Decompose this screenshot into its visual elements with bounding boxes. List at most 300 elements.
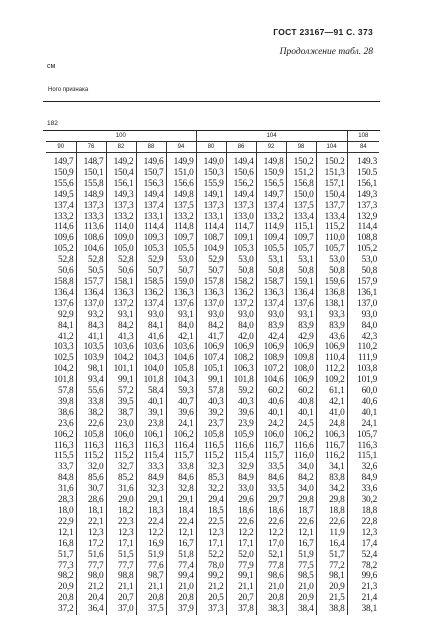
table-cell: 150,1 xyxy=(76,168,106,179)
table-cell: 29,1 xyxy=(136,495,166,506)
table-cell: 60,2 xyxy=(256,386,286,397)
table-cell: 23,6 xyxy=(58,418,74,429)
table-cell: 18,7 xyxy=(286,506,316,517)
table-cell: 149,0 xyxy=(196,153,226,168)
table-cell: 106,9 xyxy=(226,342,256,353)
table-cell: 136,8 xyxy=(316,288,347,299)
table-cell: 38,4 xyxy=(286,604,316,615)
table-cell: 105,7 xyxy=(347,430,379,441)
table-row xyxy=(46,484,379,495)
table-cell: 106,1 xyxy=(136,430,166,441)
table-cell: 159,0 xyxy=(166,277,196,288)
table-cell: 93,2 xyxy=(76,310,106,321)
table-cell: 92,9 xyxy=(58,309,74,320)
table-cell: 114,0 xyxy=(106,222,136,233)
table-cell: 156,6 xyxy=(166,179,196,190)
table-cell: 31,6 xyxy=(106,484,136,495)
table-cell: 32,9 xyxy=(226,462,256,473)
table-cell: 105,3 xyxy=(226,244,256,255)
table-cell: 105,5 xyxy=(166,244,196,255)
table-cell: 37,2 xyxy=(58,604,74,615)
group-header: 104 xyxy=(196,131,347,142)
table-cell: 136,3 xyxy=(106,288,136,299)
table-cell: 22,6 xyxy=(256,517,286,528)
table-cell: 99,2 xyxy=(196,571,226,582)
table-cell: 17,2 xyxy=(76,539,106,550)
table-cell: 17,0 xyxy=(256,539,286,550)
table-cell: 38,7 xyxy=(106,408,136,419)
table-row xyxy=(46,451,379,462)
table-cell: 115,1 xyxy=(286,222,316,233)
table-cell: 21,1 xyxy=(226,582,256,593)
table-row xyxy=(46,342,379,353)
table-cell: 18,5 xyxy=(196,506,226,517)
table-cell: 52,9 xyxy=(136,255,166,266)
table-cell: 104,6 xyxy=(76,244,106,255)
table-cell: 149,8 xyxy=(256,153,286,168)
table-cell: 156,5 xyxy=(256,179,286,190)
table-cell: 39,6 xyxy=(226,408,256,419)
table-cell: 16,8 xyxy=(58,538,74,549)
table-cell: 137,6 xyxy=(166,299,196,310)
table-cell: 29,8 xyxy=(286,495,316,506)
table-cell: 133,2 xyxy=(256,212,286,223)
table-cell: 40,8 xyxy=(286,397,316,408)
table-row xyxy=(46,430,379,441)
table-cell: 23,8 xyxy=(136,419,166,430)
table-cell: 22,9 xyxy=(58,516,74,527)
table-cell: 40,1 xyxy=(256,408,286,419)
table-cell: 109,3 xyxy=(136,233,166,244)
table-cell: 93,4 xyxy=(76,375,106,386)
table-cell: 22,8 xyxy=(347,517,379,528)
table-cell: 85,6 xyxy=(76,473,106,484)
table-cell: 158,2 xyxy=(226,277,256,288)
table-cell: 18,8 xyxy=(347,506,379,517)
table-cell: 114,6 xyxy=(53,222,74,233)
table-cell: 51,8 xyxy=(166,550,196,561)
table-cell: 151,2 xyxy=(286,168,316,179)
table-cell: 149,3 xyxy=(106,190,136,201)
table-cell: 109,0 xyxy=(106,233,136,244)
table-cell: 115,7 xyxy=(256,451,286,462)
table-cell: 136,4 xyxy=(286,288,316,299)
table-cell: 77,2 xyxy=(316,561,347,572)
table-cell: 106,3 xyxy=(316,430,347,441)
table-cell: 32,8 xyxy=(166,484,196,495)
table-row xyxy=(46,528,379,539)
table-row xyxy=(46,604,379,615)
table-cell: 137,0 xyxy=(196,299,226,310)
table-cell: 109,6 xyxy=(53,233,74,244)
table-cell: 136,3 xyxy=(166,288,196,299)
table-row xyxy=(46,375,379,386)
table-cell: 105,8 xyxy=(76,430,106,441)
table-cell: 158,5 xyxy=(136,277,166,288)
table-cell: 22,4 xyxy=(166,517,196,528)
table-cell: 40,6 xyxy=(256,397,286,408)
table-row xyxy=(46,179,379,190)
column-header: 104 xyxy=(316,142,347,153)
table-cell: 105,2 xyxy=(347,244,379,255)
table-cell: 133,3 xyxy=(76,212,106,223)
table-cell: 136,1 xyxy=(347,288,379,299)
table-cell: 57,8 xyxy=(196,386,226,397)
table-cell: 53,1 xyxy=(256,255,286,266)
table-row xyxy=(46,561,379,572)
table-cell: 149,6 xyxy=(136,153,166,168)
table-cell: 99,6 xyxy=(347,571,379,582)
table-cell: 105,1 xyxy=(196,364,226,375)
table-cell: 116,6 xyxy=(286,441,316,452)
table-cell: 53,0 xyxy=(226,255,256,266)
table-cell: 98,5 xyxy=(286,571,316,582)
table-cell: 158,8 xyxy=(53,276,74,287)
table-cell: 101,9 xyxy=(347,375,379,386)
table-cell: 77,7 xyxy=(106,561,136,572)
table-cell: 133,2 xyxy=(166,212,196,223)
table-cell: 32,3 xyxy=(136,484,166,495)
table-cell: 115,2 xyxy=(316,222,347,233)
table-cell: 138,1 xyxy=(316,299,347,310)
table-cell: 77,3 xyxy=(58,560,74,571)
table-cell: 20,9 xyxy=(58,582,74,593)
table-cell: 33,3 xyxy=(136,462,166,473)
table-cell: 32,2 xyxy=(196,484,226,495)
table-cell: 43,6 xyxy=(316,332,347,343)
table-cell: 33,6 xyxy=(347,484,379,495)
table-cell: 21,2 xyxy=(76,582,106,593)
table-cell: 106,0 xyxy=(106,430,136,441)
table-cell: 111,9 xyxy=(347,353,379,364)
table-cell: 51,6 xyxy=(76,550,106,561)
table-cell: 107,4 xyxy=(196,353,226,364)
table-cell: 136,4 xyxy=(53,287,74,298)
table-cell: 55,6 xyxy=(76,386,106,397)
table-cell: 103,6 xyxy=(166,342,196,353)
table-cell: 108,2 xyxy=(226,353,256,364)
table-cell: 114,7 xyxy=(226,222,256,233)
table-cell: 149,4 xyxy=(226,190,256,201)
table-cell: 18,4 xyxy=(166,506,196,517)
table-row xyxy=(46,462,379,473)
table-row xyxy=(46,517,379,528)
table-cell: 52,1 xyxy=(256,550,286,561)
table-row xyxy=(46,288,379,299)
table-cell: 106,2 xyxy=(53,429,74,440)
table-cell: 22,4 xyxy=(136,517,166,528)
table-row xyxy=(46,332,379,343)
table-cell: 109,2 xyxy=(316,375,347,386)
table-cell: 50,7 xyxy=(136,266,166,277)
table-cell: 105,9 xyxy=(226,430,256,441)
table-cell: 42,4 xyxy=(256,332,286,343)
table-cell: 103,9 xyxy=(76,353,106,364)
table-cell: 37,3 xyxy=(196,604,226,615)
table-cell: 93,0 xyxy=(196,310,226,321)
table-cell: 38,8 xyxy=(316,604,347,615)
table-cell: 116,4 xyxy=(166,441,196,452)
table-cell: 41,0 xyxy=(316,408,347,419)
table-cell: 150,7 xyxy=(136,168,166,179)
table-cell: 50,6 xyxy=(58,266,74,277)
table-cell: 156,2 xyxy=(226,179,256,190)
table-cell: 20,4 xyxy=(76,593,106,604)
table-cell: 137,6 xyxy=(286,299,316,310)
table-cell: 101,8 xyxy=(53,375,74,386)
data-table xyxy=(46,131,379,615)
table-cell: 20,9 xyxy=(286,593,316,604)
table-cell: 155,8 xyxy=(76,179,106,190)
table-row xyxy=(46,550,379,561)
table-cell: 22,6 xyxy=(286,517,316,528)
table-cell: 78,2 xyxy=(347,561,379,572)
table-row xyxy=(46,495,379,506)
table-cell: 98,1 xyxy=(316,571,347,582)
table-cell: 51,7 xyxy=(316,550,347,561)
table-cell: 59,2 xyxy=(226,386,256,397)
table-cell: 150,4 xyxy=(316,190,347,201)
table-cell: 98,8 xyxy=(106,571,136,582)
table-cell: 116,5 xyxy=(196,441,226,452)
table-cell: 137,4 xyxy=(53,200,74,211)
table-cell: 108,0 xyxy=(286,364,316,375)
table-cell: 84,6 xyxy=(256,473,286,484)
group-header-row xyxy=(46,131,379,142)
table-cell: 137,0 xyxy=(76,299,106,310)
table-cell: 41,6 xyxy=(136,332,166,343)
table-cell: 22,5 xyxy=(196,517,226,528)
table-cell: 34,2 xyxy=(316,484,347,495)
table-cell: 21,4 xyxy=(347,593,379,604)
table-cell: 150.2 xyxy=(316,153,347,168)
table-cell: 106,2 xyxy=(166,430,196,441)
table-cell: 23,7 xyxy=(196,419,226,430)
table-cell: 52,9 xyxy=(196,255,226,266)
column-header: 90 xyxy=(46,142,76,153)
table-cell: 22,6 xyxy=(316,517,347,528)
table-cell: 106,9 xyxy=(256,342,286,353)
table-cell: 137,4 xyxy=(256,201,286,212)
table-cell: 104,0 xyxy=(136,364,166,375)
table-cell: 158,7 xyxy=(256,277,286,288)
table-cell: 106,9 xyxy=(316,342,347,353)
table-cell: 149.3 xyxy=(347,153,379,168)
table-cell: 32,6 xyxy=(347,462,379,473)
table-cell: 115,2 xyxy=(76,451,106,462)
table-cell: 133,0 xyxy=(226,212,256,223)
column-header: 82 xyxy=(106,142,136,153)
table-cell: 33,5 xyxy=(256,484,286,495)
table-cell: 84,1 xyxy=(58,320,74,331)
table-cell: 20,9 xyxy=(316,582,347,593)
column-header: 88 xyxy=(136,142,166,153)
table-cell: 115,4 xyxy=(136,451,166,462)
table-cell: 39,2 xyxy=(196,408,226,419)
table-cell: 23,9 xyxy=(226,419,256,430)
table-cell: 52,8 xyxy=(76,255,106,266)
table-cell: 33,5 xyxy=(256,462,286,473)
table-cell: 136,4 xyxy=(76,288,106,299)
table-cell: 107,2 xyxy=(256,364,286,375)
table-cell: 148,9 xyxy=(76,190,106,201)
table-cell: 17,1 xyxy=(106,539,136,550)
table-cell: 157,8 xyxy=(196,277,226,288)
table-cell: 133,4 xyxy=(316,212,347,223)
table-cell: 30,7 xyxy=(76,484,106,495)
table-cell: 21,2 xyxy=(196,582,226,593)
table-cell: 93,1 xyxy=(286,310,316,321)
table-cell: 20,8 xyxy=(58,593,74,604)
table-cell: 42,0 xyxy=(226,332,256,343)
table-row xyxy=(46,168,379,179)
table-cell: 41,1 xyxy=(76,332,106,343)
table-cell: 103,6 xyxy=(136,342,166,353)
table-cell: 52,8 xyxy=(106,255,136,266)
feature-label: Ного признака xyxy=(48,87,89,93)
table-cell: 28,3 xyxy=(58,495,74,506)
table-cell: 108,6 xyxy=(76,233,106,244)
table-cell: 150,0 xyxy=(286,190,316,201)
table-cell: 103,5 xyxy=(76,342,106,353)
table-cell: 98,2 xyxy=(58,571,74,582)
table-row xyxy=(46,153,379,168)
table-cell: 115,5 xyxy=(53,451,74,462)
table-cell: 116,3 xyxy=(106,441,136,452)
table-cell: 24,8 xyxy=(316,419,347,430)
table-cell: 109,1 xyxy=(226,233,256,244)
table-cell: 159,6 xyxy=(316,277,347,288)
table-cell: 109,7 xyxy=(286,233,316,244)
table-cell: 21,3 xyxy=(347,582,379,593)
table-cell: 104,2 xyxy=(106,353,136,364)
table-cell: 33,7 xyxy=(58,462,74,473)
table-cell: 114,8 xyxy=(166,222,196,233)
table-cell: 102,5 xyxy=(53,353,74,364)
table-cell: 17,1 xyxy=(226,539,256,550)
unit-label: см xyxy=(47,63,56,70)
table-cell: 98,0 xyxy=(76,571,106,582)
table-cell: 39,6 xyxy=(166,408,196,419)
table-cell: 20,5 xyxy=(196,593,226,604)
table-cell: 105,8 xyxy=(196,430,226,441)
table-row xyxy=(46,201,379,212)
table-cell: 155,9 xyxy=(196,179,226,190)
table-row xyxy=(46,212,379,223)
table-cell: 114,4 xyxy=(347,222,379,233)
table-cell: 18,0 xyxy=(58,506,74,516)
table-cell: 93,0 xyxy=(136,310,166,321)
table-cell: 12,3 xyxy=(76,528,106,539)
table-cell: 77,9 xyxy=(226,561,256,572)
table-cell: 105,7 xyxy=(286,244,316,255)
table-cell: 157,7 xyxy=(76,277,106,288)
table-cell: 114,4 xyxy=(196,222,226,233)
table-cell: 37,5 xyxy=(136,604,166,615)
table-cell: 137,3 xyxy=(76,201,106,212)
table-row xyxy=(46,222,379,233)
table-cell: 31,6 xyxy=(58,484,74,495)
table-cell: 149,8 xyxy=(166,190,196,201)
table-cell: 116,3 xyxy=(347,441,379,452)
table-cell: 156,1 xyxy=(106,179,136,190)
table-cell: 40,1 xyxy=(286,408,316,419)
table-cell: 40,3 xyxy=(196,397,226,408)
table-cell: 84,0 xyxy=(347,321,379,332)
table-cell: 42,1 xyxy=(166,332,196,343)
table-cell: 40,1 xyxy=(347,408,379,419)
table-cell: 50,8 xyxy=(226,266,256,277)
table-cell: 99,4 xyxy=(166,571,196,582)
table-cell: 16,7 xyxy=(286,539,316,550)
table-cell: 12,2 xyxy=(226,528,256,539)
table-row xyxy=(46,299,379,310)
table-cell: 105,5 xyxy=(256,244,286,255)
table-cell: 50,5 xyxy=(76,266,106,277)
table-cell: 106,9 xyxy=(286,342,316,353)
table-cell: 12,2 xyxy=(136,528,166,539)
column-header: 92 xyxy=(256,142,286,153)
table-cell: 77,5 xyxy=(286,561,316,572)
table-cell: 78,0 xyxy=(196,561,226,572)
table-cell: 32,0 xyxy=(76,462,106,473)
table-cell: 84,0 xyxy=(166,321,196,332)
table-cell: 104,6 xyxy=(166,353,196,364)
table-cell: 38,3 xyxy=(256,604,286,615)
table-row xyxy=(46,441,379,452)
table-cell: 52,2 xyxy=(196,550,226,561)
table-cell: 37,9 xyxy=(166,604,196,615)
table-row xyxy=(46,244,379,255)
table-cell: 137,4 xyxy=(136,201,166,212)
table-cell: 50,6 xyxy=(106,266,136,277)
table-cell: 149,9 xyxy=(166,153,196,168)
table-row xyxy=(46,386,379,397)
table-cell: 137,3 xyxy=(106,201,136,212)
table-cell: 156,8 xyxy=(286,179,316,190)
table-cell: 98,6 xyxy=(256,571,286,582)
table-cell: 150,3 xyxy=(196,168,226,179)
table-cell: 40,6 xyxy=(347,397,379,408)
table-row xyxy=(46,233,379,244)
table-row xyxy=(46,266,379,277)
table-cell: 16,4 xyxy=(316,539,347,550)
table-cell: 136,2 xyxy=(226,288,256,299)
table-cell: 136,3 xyxy=(256,288,286,299)
table-cell: 98,7 xyxy=(136,571,166,582)
table-cell: 104,3 xyxy=(136,353,166,364)
table-cell: 109,7 xyxy=(166,233,196,244)
table-cell: 137,4 xyxy=(256,299,286,310)
table-cell: 99,1 xyxy=(196,375,226,386)
table-cell: 93,3 xyxy=(316,310,347,321)
table-cell: 106,0 xyxy=(256,430,286,441)
table-cell: 33,0 xyxy=(226,484,256,495)
table-row xyxy=(46,593,379,604)
table-cell: 103,6 xyxy=(106,342,136,353)
table-cell: 110,4 xyxy=(316,353,347,364)
table-cell: 115,2 xyxy=(106,451,136,462)
table-cell: 106,9 xyxy=(286,375,316,386)
table-cell: 29,4 xyxy=(196,495,226,506)
table-cell: 17,1 xyxy=(196,539,226,550)
table-cell: 58,4 xyxy=(136,386,166,397)
table-cell: 21,1 xyxy=(136,582,166,593)
table-cell: 101,1 xyxy=(106,364,136,375)
table-cell: 93,0 xyxy=(347,310,379,321)
table-cell: 83,9 xyxy=(316,321,347,332)
table-cell: 18,6 xyxy=(256,506,286,517)
